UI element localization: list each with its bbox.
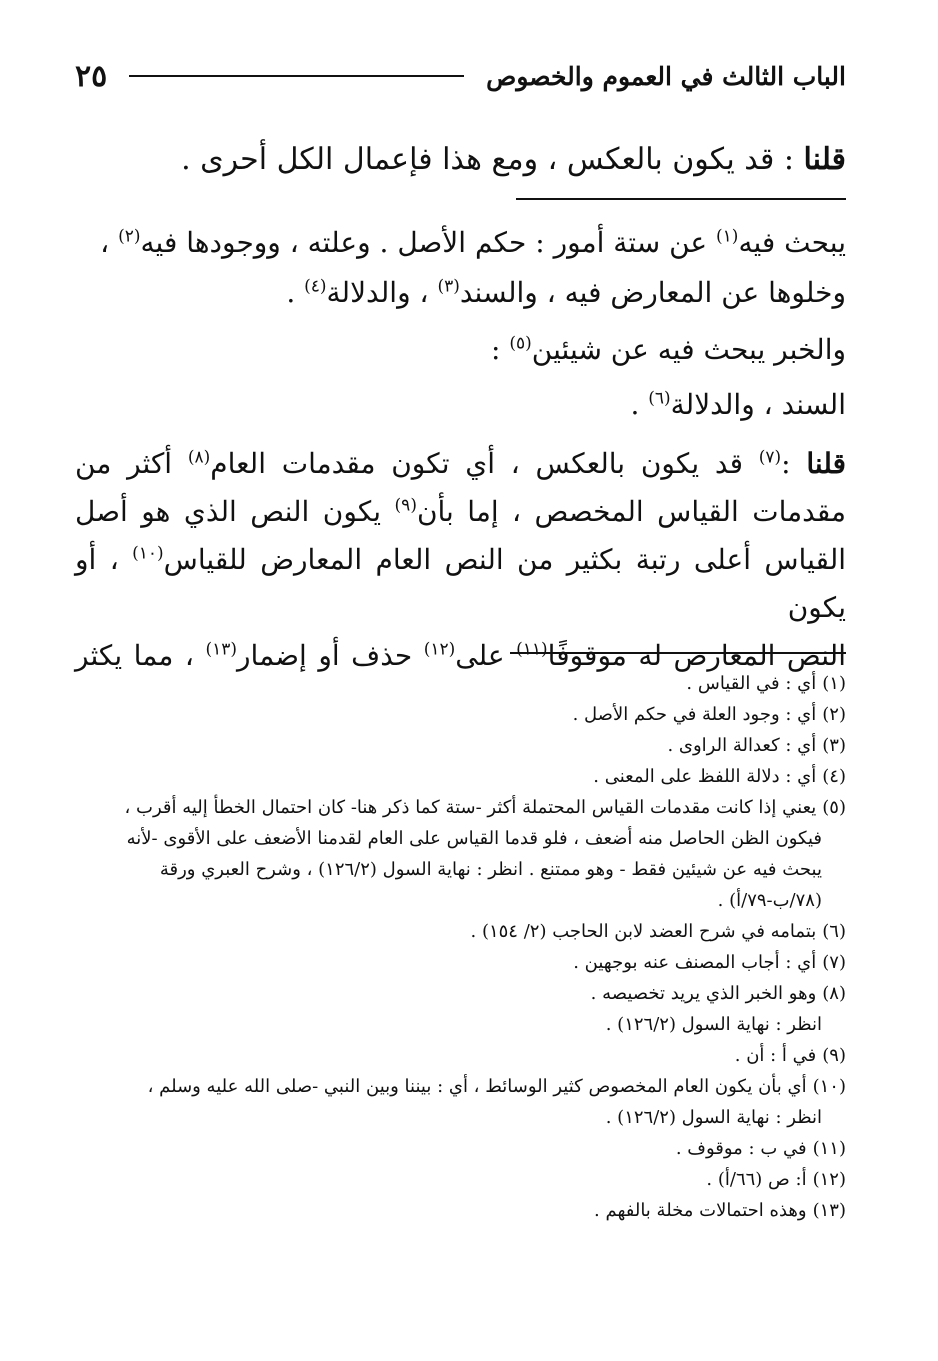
text-run: السند ، والدلالة: [670, 388, 846, 421]
footnote-ref: (٨): [187, 447, 211, 468]
footnote-number: (٩): [822, 1045, 846, 1066]
footnote-number: (١٠): [812, 1076, 846, 1097]
paragraph-4: [75, 440, 846, 680]
running-title: الباب الثالث في العموم والخصوص: [486, 61, 846, 91]
footnote-ref: (١٢): [423, 639, 456, 660]
footnote-text: يعني إذا كانت مقدمات القياس المحتملة أكثر -ستة كما ذكر هنا- كان احتمال الخطأ إليه أقرب ،: [124, 797, 817, 818]
text-run: يبحث فيه: [738, 226, 846, 259]
footnote-number: (١٣): [812, 1200, 846, 1221]
paragraph-2: [75, 325, 846, 375]
footnote-ref: (١): [716, 226, 739, 247]
footnote-ref: (١٣): [205, 639, 238, 660]
footnote-number: (٦): [822, 921, 846, 942]
footnote-1: [75, 668, 846, 699]
footnote-8: [75, 978, 846, 1040]
text-run: ، والدلالة: [326, 276, 438, 309]
footnote-text: أي : أجاب المصنف عنه بوجهين .: [573, 952, 817, 973]
text-run: ، أو يكون: [75, 543, 846, 624]
footnote-5: [75, 792, 846, 916]
paragraph-1-line-1: [75, 218, 846, 268]
text-run: .: [286, 276, 305, 309]
text-run: القياس أعلى رتبة بكثير من النص العام المعارض للقياس: [163, 543, 847, 576]
text-run: يكون النص الذي هو أصل: [75, 495, 395, 528]
footnote-text: أي بأن يكون العام المخصوص كثير الوسائط ، أي : بيننا وبين النبي -صلى الله عليه وسلم ،: [147, 1076, 807, 1097]
footnote-ref: (١٠): [132, 543, 164, 564]
footnote-2: [75, 699, 846, 730]
footnote-number: (٨): [822, 983, 846, 1004]
footnote-text: في أ : أن .: [734, 1045, 817, 1066]
footnote-text: أي : في القياس .: [686, 673, 817, 694]
footnote-ref: (٤): [304, 276, 327, 297]
footnote-number: (٤): [822, 766, 846, 787]
text-run: .: [630, 388, 649, 421]
footnote-continuation: يبحث فيه عن شيئين فقط - وهو ممتنع . انظر : نهاية السول (١٢٦/٢) ، وشرح العبري ورقة: [159, 859, 822, 880]
footnote-text: أي : وجود العلة في حكم الأصل .: [572, 704, 817, 725]
footnote-number: (٢): [822, 704, 846, 725]
footnote-6: [75, 916, 846, 947]
footnote-text: أي : دلالة اللفظ على المعنى .: [593, 766, 817, 787]
paragraph-4-line-2: [75, 488, 846, 536]
paragraph-4-line-3: [75, 536, 846, 632]
footnote-13: [75, 1195, 846, 1226]
text-run: ، مما يكثر: [75, 639, 206, 672]
page-header: [75, 56, 846, 96]
qulna-label: قلنا: [803, 142, 846, 177]
paragraph-1-line-2: [75, 268, 846, 318]
paragraph-4-line-1: [75, 440, 846, 488]
footnote-number: (٥): [822, 797, 846, 818]
text-run: مقدمات القياس المخصص ، إما بأن: [416, 495, 846, 528]
footnote-ref: (٣): [437, 276, 460, 297]
footnote-ref: (٢): [118, 226, 141, 247]
top-line-text: : قد يكون بالعكس ، ومع هذا فإعمال الكل أحرى .: [181, 142, 794, 177]
footnote-rule: [510, 652, 846, 654]
footnote-ref: (٥): [509, 333, 532, 354]
text-run: قد يكون بالعكس ، أي تكون مقدمات العام: [210, 447, 759, 480]
footnote-continuation: فيكون الظن الحاصل منه أضعف ، فلو قدما القياس على العام لقدمنا الأضعف على الأقوى -لأنه: [126, 828, 822, 849]
text-run: على: [455, 639, 517, 672]
footnote-7: [75, 947, 846, 978]
footnote-ref: (٩): [394, 495, 417, 516]
header-rule: [129, 75, 464, 77]
footnote-12: [75, 1164, 846, 1195]
footnotes: [75, 668, 846, 1226]
footnote-4: [75, 761, 846, 792]
text-run: عن ستة أمور : حكم الأصل . وعلته ، ووجودها فيه: [140, 226, 717, 259]
footnote-number: (١١): [812, 1138, 846, 1159]
top-line: [150, 136, 846, 184]
paragraph-1: [75, 218, 846, 318]
page-number: ٢٥: [75, 58, 108, 94]
footnote-10: [75, 1071, 846, 1133]
text-run: حذف أو إضمار: [237, 639, 424, 672]
footnote-text: وهذه احتمالات مخلة بالفهم .: [594, 1200, 807, 1221]
footnote-text: أي : كعدالة الراوى .: [667, 735, 817, 756]
footnote-continuation: انظر : نهاية السول (١٢٦/٢) .: [605, 1014, 822, 1035]
footnote-text: بتمامه في شرح العضد لابن الحاجب (٢/ ١٥٤) .: [470, 921, 817, 942]
footnote-number: (١٢): [812, 1169, 846, 1190]
text-run: ،: [100, 226, 119, 259]
qulna-label: قلنا: [806, 447, 846, 480]
footnote-ref: (٦): [648, 388, 671, 409]
text-run: النص المعارض له موقوفًا: [547, 639, 846, 672]
text-run: أكثر من: [75, 447, 188, 480]
footnote-text: في ب : موقوف .: [675, 1138, 807, 1159]
text-run: :: [491, 333, 510, 366]
footnote-3: [75, 730, 846, 761]
text-run: وخلوها عن المعارض فيه ، والسند: [459, 276, 846, 309]
footnote-number: (١): [822, 673, 846, 694]
section-rule-top: [516, 198, 846, 200]
footnote-ref: (٧): [758, 447, 782, 468]
footnote-continuation: انظر : نهاية السول (١٢٦/٢) .: [605, 1107, 822, 1128]
footnote-number: (٧): [822, 952, 846, 973]
footnote-ref: (١١): [516, 639, 548, 660]
text-run: :: [781, 447, 807, 480]
text-run: والخبر يبحث فيه عن شيئين: [531, 333, 846, 366]
footnote-continuation: (٧٨/ب-٧٩/أ) .: [717, 890, 822, 911]
footnote-number: (٣): [822, 735, 846, 756]
footnote-9: [75, 1040, 846, 1071]
footnote-text: وهو الخبر الذي يريد تخصيصه .: [590, 983, 817, 1004]
paragraph-3: [75, 380, 846, 430]
footnote-11: [75, 1133, 846, 1164]
footnote-text: أ: ص (٦٦/أ) .: [706, 1169, 807, 1190]
